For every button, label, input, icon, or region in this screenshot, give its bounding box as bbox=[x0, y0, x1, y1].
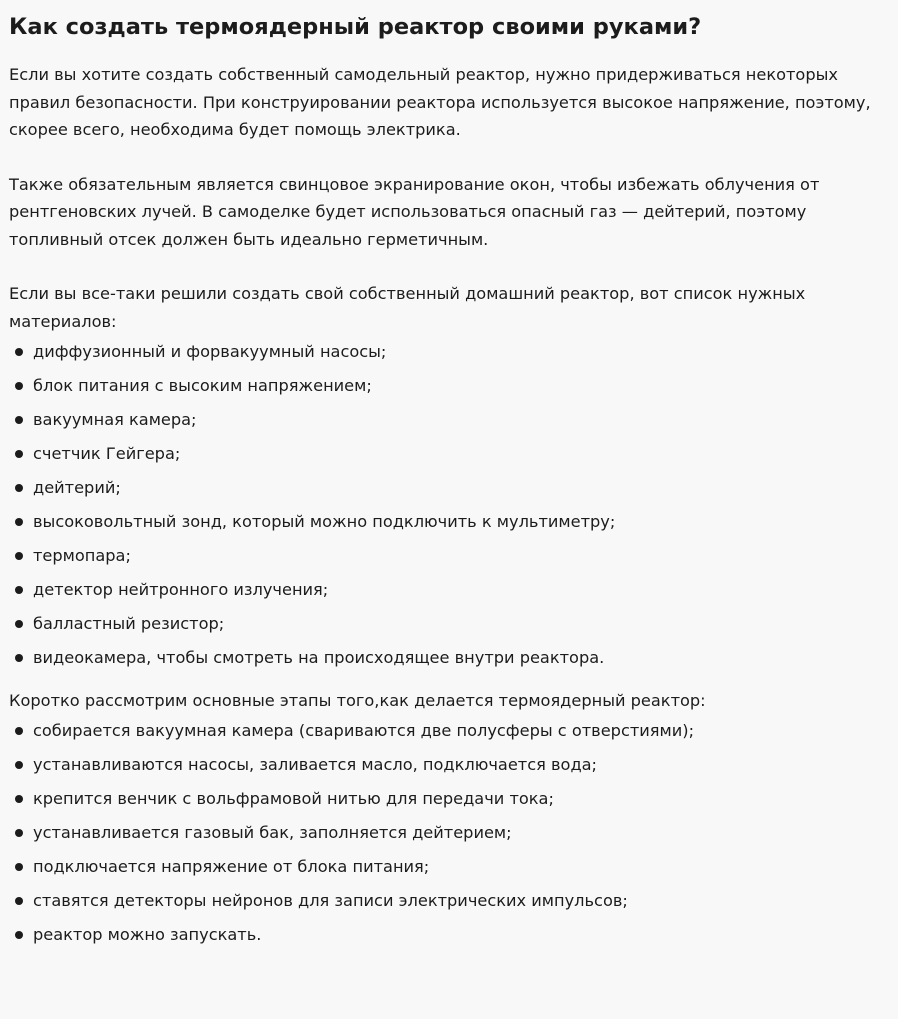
list-item-text: высоковольтный зонд, который можно подключить к мультиметру; bbox=[33, 512, 616, 531]
paragraph-shielding: Также обязательным является свинцовое экранирование окон, чтобы избежать облучения от рентгеновских лучей. В самоделке будет использоваться опасный газ — дейтерий, поэтому топливный отсек должен быть идеально герметичным. bbox=[9, 174, 820, 249]
bullet-icon bbox=[15, 654, 23, 662]
paragraph-safety: Если вы хотите создать собственный самодельный реактор, нужно придерживаться некоторых правил безопасности. При конструировании реактора используется высокое напряжение, поэтому, скорее всего, необходима будет помощь электрика. bbox=[9, 65, 871, 139]
list-item-text: ставятся детекторы нейронов для записи электрических импульсов; bbox=[33, 891, 628, 910]
list-item-text: видеокамера, чтобы смотреть на происходящее внутри реактора. bbox=[33, 648, 605, 667]
list-item bbox=[9, 508, 884, 536]
list-item-text: термопара; bbox=[33, 546, 131, 565]
bullet-icon bbox=[15, 416, 23, 424]
list-item bbox=[9, 853, 884, 881]
bullet-icon bbox=[15, 897, 23, 905]
materials-intro: Если вы все-таки решили создать свой собственный домашний реактор, вот список нужных материалов: bbox=[9, 284, 806, 331]
list-item bbox=[9, 644, 884, 672]
list-item bbox=[9, 542, 884, 570]
list-item bbox=[9, 610, 884, 638]
list-item-text: дейтерий; bbox=[33, 478, 121, 497]
list-item-text: устанавливается газовый бак, заполняется дейтерием; bbox=[33, 823, 512, 842]
list-item-text: балластный резистор; bbox=[33, 614, 225, 633]
list-item-text: собирается вакуумная камера (свариваются две полусферы с отверстиями); bbox=[33, 721, 695, 740]
list-item-text: крепится венчик с вольфрамовой нитью для передачи тока; bbox=[33, 789, 554, 808]
list-item bbox=[9, 887, 884, 915]
bullet-icon bbox=[15, 863, 23, 871]
bullet-icon bbox=[15, 761, 23, 769]
bullet-icon bbox=[15, 727, 23, 735]
list-item bbox=[9, 440, 884, 468]
list-item-text: вакуумная камера; bbox=[33, 410, 197, 429]
list-item-text: детектор нейтронного излучения; bbox=[33, 580, 329, 599]
materials-list bbox=[9, 338, 884, 672]
bullet-icon bbox=[15, 586, 23, 594]
list-item bbox=[9, 921, 884, 949]
bullet-icon bbox=[15, 795, 23, 803]
bullet-icon bbox=[15, 620, 23, 628]
steps-intro: Коротко рассмотрим основные этапы того,как делается термоядерный реактор: bbox=[9, 690, 706, 710]
bullet-icon bbox=[15, 348, 23, 356]
list-item bbox=[9, 338, 884, 366]
list-item bbox=[9, 372, 884, 400]
bullet-icon bbox=[15, 484, 23, 492]
list-item bbox=[9, 717, 884, 745]
list-item bbox=[9, 576, 884, 604]
list-item-text: подключается напряжение от блока питания; bbox=[33, 857, 430, 876]
bullet-icon bbox=[15, 931, 23, 939]
article-title: Как создать термоядерный реактор своими руками? bbox=[9, 14, 702, 40]
list-item-text: счетчик Гейгера; bbox=[33, 444, 181, 463]
bullet-icon bbox=[15, 518, 23, 526]
list-item bbox=[9, 474, 884, 502]
list-item-text: устанавливаются насосы, заливается масло, подключается вода; bbox=[33, 755, 598, 774]
list-item bbox=[9, 785, 884, 813]
bullet-icon bbox=[15, 829, 23, 837]
steps-list bbox=[9, 717, 884, 949]
bullet-icon bbox=[15, 450, 23, 458]
bullet-icon bbox=[15, 552, 23, 560]
list-item bbox=[9, 751, 884, 779]
list-item bbox=[9, 819, 884, 847]
list-item-text: диффузионный и форвакуумный насосы; bbox=[33, 342, 387, 361]
list-item bbox=[9, 406, 884, 434]
list-item-text: блок питания с высоким напряжением; bbox=[33, 376, 372, 395]
list-item-text: реактор можно запускать. bbox=[33, 925, 262, 944]
bullet-icon bbox=[15, 382, 23, 390]
